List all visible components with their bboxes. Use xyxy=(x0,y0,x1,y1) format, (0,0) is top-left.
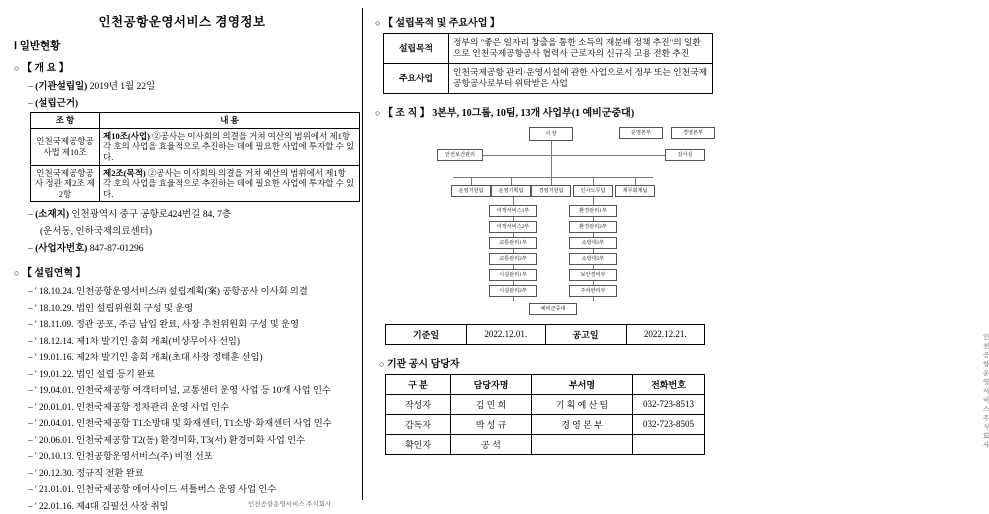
established-value: 2019년 1월 22일 xyxy=(89,82,156,92)
org-node-ceo: 사 장 xyxy=(529,127,573,141)
publish-date-value: 2022.12.21. xyxy=(626,324,705,344)
address-sub: (운서동, 인하국제의료센터) xyxy=(40,227,153,238)
table-row xyxy=(386,434,705,454)
org-node-team: 재무회계팀 xyxy=(615,185,655,197)
article-content-cell xyxy=(100,165,360,202)
org-node-unit: 여객서비스2부 xyxy=(489,221,537,233)
org-line xyxy=(593,177,594,185)
org-node-unit: 주차관리부 xyxy=(569,285,617,297)
org-line xyxy=(453,177,653,178)
list-item: – ' 20.12.30. 정규직 전환 완료 xyxy=(28,468,144,479)
cell-dept xyxy=(532,434,633,454)
table-row xyxy=(384,63,713,93)
org-node-unit: 보안경비부 xyxy=(569,269,617,281)
org-line xyxy=(551,155,552,177)
org-node-unit: 소방대2부 xyxy=(569,253,617,265)
biz-no-value: 847-87-01296 xyxy=(89,244,144,255)
org-node-unit: 시설관리2부 xyxy=(489,285,537,297)
table-row xyxy=(386,414,705,434)
cell-division: 확인자 xyxy=(386,434,451,454)
base-date-label: 기준일 xyxy=(386,324,467,344)
article-strong: 제10조(사업) xyxy=(103,130,151,141)
org-line xyxy=(477,155,667,156)
list-item: – ' 18.11.09. 정관 공포, 주금 납입 완료, 사장 추천위원회 구성 및 운영 xyxy=(28,320,299,331)
cell-name: 공 석 xyxy=(451,434,532,454)
established-label: (기관설립일) xyxy=(35,82,88,92)
org-line xyxy=(635,177,636,185)
org-line xyxy=(511,177,512,185)
list-item: – ' 19.04.01. 인천국제공항 여객터미널, 교통센터 운영 사업 등 10개 사업 인수 xyxy=(28,386,331,397)
basis-label: (설립근거) xyxy=(35,99,79,109)
address-row: – (소재지) 인천광역시 중구 공항로424번길 84, 7층 xyxy=(28,210,232,221)
org-node-management-hq: 경영본부 xyxy=(671,127,715,139)
article-text: ②공사는 이사회의 의결을 거쳐 여산의 범위에서 제1항 각 호의 사업을 효율적으로 추진하는 데에 필요한 사업에 투자할 수 있다. xyxy=(103,130,355,162)
org-node-team: 경영지원팀 xyxy=(531,185,571,197)
org-node-unit: 환경관리1부 xyxy=(569,205,617,217)
article-strong: 제2조(목적) xyxy=(103,167,146,178)
table-row xyxy=(384,34,713,64)
list-item: – ' 20.06.01. 인천국제공항 T2(동) 환경미화, T3(서) 환경미화 사업 인수 xyxy=(28,435,306,446)
table-row xyxy=(386,324,705,344)
table-row xyxy=(386,394,705,414)
article-cell: 인천국제공항공사 정관 제2조 제2항 xyxy=(31,165,100,202)
cell-dept: 경 영 본 부 xyxy=(532,414,633,434)
contact-heading-label: 기관 공시 담당자 xyxy=(386,358,460,370)
col-header-division: 구 분 xyxy=(386,374,451,394)
purpose-label: 설립목적 xyxy=(384,34,449,64)
purpose-heading: ○ 【 설립목적 및 주요사업 】 xyxy=(375,18,500,29)
purpose-heading-label: 【 설립목적 및 주요사업 】 xyxy=(382,18,500,29)
org-line xyxy=(551,141,552,155)
cell-name: 박 성 규 xyxy=(451,414,532,434)
left-column xyxy=(0,0,362,514)
list-item: – ' 18.10.29. 법인 설립위원회 구성 및 운영 xyxy=(28,303,194,314)
list-item: – ' 18.12.14. 제1차 발기인 총회 개최(비상무이사 선임) xyxy=(28,336,241,347)
list-item: – ' 18.10.24. 인천공항운영서비스㈜ 설립계획(案) 공항공사 이사회 의결 xyxy=(28,287,308,298)
cell-division: 감독자 xyxy=(386,414,451,434)
section-number: Ⅰ xyxy=(14,41,18,52)
base-date-value: 2022.12.01. xyxy=(467,324,546,344)
footer-left: 인천공항운영서비스 주식회사 xyxy=(248,501,332,509)
org-node-unit: 여객서비스1부 xyxy=(489,205,537,217)
col-header-phone: 전화번호 xyxy=(633,374,705,394)
outline-heading-label: 【 개 요 】 xyxy=(21,63,69,74)
table-header-row xyxy=(386,374,705,394)
table-row xyxy=(31,165,360,202)
mainbiz-label: 주요사업 xyxy=(384,63,449,93)
org-node-unit: 소방대1부 xyxy=(569,237,617,249)
cell-division: 작성자 xyxy=(386,394,451,414)
cell-phone: 032-723-8505 xyxy=(633,414,705,434)
list-item: – ' 21.01.01. 인천국제공항 에어사이드 셔틀버스 운영 사업 인수 xyxy=(28,485,277,496)
date-table xyxy=(385,324,705,345)
address-value: 인천광역시 중구 공항로424번길 84, 7층 xyxy=(71,210,232,221)
address-label: (소재지) xyxy=(35,210,69,221)
org-node-team: 인사노무팀 xyxy=(573,185,613,197)
col-header-name: 담당자명 xyxy=(451,374,532,394)
list-item: – ' 20.10.13. 인천공항운영서비스(주) 비전 선포 xyxy=(28,452,213,463)
cell-phone xyxy=(633,434,705,454)
table-row xyxy=(31,128,360,165)
org-node-unit: 환경관리2부 xyxy=(569,221,617,233)
org-chart xyxy=(381,125,721,320)
org-line xyxy=(471,177,472,185)
org-heading-label: 【 조 직 】 3본부, 10그룹, 10팀, 13개 사업부(1 예비군중대) xyxy=(382,107,635,119)
org-heading: ○ 【 조 직 】 3본부, 10그룹, 10팀, 13개 사업부(1 예비군중대) xyxy=(375,107,635,119)
org-node-operations-hq: 운영본부 xyxy=(619,127,663,139)
list-item: – ' 22.01.16. 제4대 김필선 사장 취임 xyxy=(28,501,169,512)
history-list xyxy=(28,283,350,512)
page-title: 인천공항운영서비스 경영정보 xyxy=(98,15,266,29)
org-node-safety: 안전보건관리 xyxy=(437,149,483,161)
right-column xyxy=(363,0,989,455)
org-node-audit: 감사실 xyxy=(665,149,705,161)
section-title: 일반현황 xyxy=(19,41,61,52)
list-item: – ' 19.01.22. 법인 설립 등기 완료 xyxy=(28,369,155,380)
biz-no-label: (사업자번호) xyxy=(35,244,88,255)
section-heading-general xyxy=(14,38,350,53)
col-header-article: 조 항 xyxy=(31,113,100,129)
biz-no-row: – (사업자번호) 847-87-01296 xyxy=(28,244,144,255)
publish-date-label: 공고일 xyxy=(545,324,626,344)
outline-heading: ○ 【 개 요 】 xyxy=(14,63,69,74)
basis-row: – (설립근거) xyxy=(28,99,79,109)
article-content-cell xyxy=(100,128,360,165)
org-line xyxy=(551,177,552,185)
legal-basis-table xyxy=(30,112,360,202)
purpose-text: 정부의 "좋은 일자리 창출을 통한 소득의 재분배 정책 추진"의 일환으로 인천국제공항공사 협력사 근로자의 신규직 고용 전환 추진 xyxy=(449,34,713,64)
col-header-content: 내 용 xyxy=(100,113,360,129)
org-node-unit: 교통관리1부 xyxy=(489,237,537,249)
contact-table xyxy=(385,374,705,455)
org-node-unit: 시설관리1부 xyxy=(489,269,537,281)
article-cell: 인천국제공항공사법 제10조 xyxy=(31,128,100,165)
established-date-row: – (기관설립일) 2019년 1월 22일 xyxy=(28,82,156,92)
list-item: – ' 20.01.01. 인천국제공항 정차관리 운영 사업 인수 xyxy=(28,402,230,413)
history-heading: ○ 【 설립연혁 】 xyxy=(14,268,86,280)
cell-dept: 기 획 예 산 팀 xyxy=(532,394,633,414)
mainbiz-text: 인천국제공항 관리·운영시설에 관한 사업으로서 정부 또는 인천국제공항공사로부터 위탁받은 사업 xyxy=(449,63,713,93)
org-node-team: 운영지원팀 xyxy=(451,185,491,197)
list-item: – ' 19.01.16. 제2차 발기인 총회 개최(초대 사장 정태훈 선임) xyxy=(28,353,263,364)
org-node-unit: 예비군중대 xyxy=(529,303,577,315)
list-item: – ' 20.04.01. 인천국제공항 T1소방대 및 화재센터, T1소방·화재센터 사업 인수 xyxy=(28,419,332,430)
contact-heading: ○ 기관 공시 담당자 xyxy=(379,358,460,370)
org-node-unit: 교통관리2부 xyxy=(489,253,537,265)
article-text: ②공사는 이사회의 의결을 거쳐 예산의 범위에서 제1항 각 호의 사업을 효율적으로 추진하는 데에 필요한 사업에 투자할 수 있다. xyxy=(103,167,355,199)
cell-phone: 032-723-8513 xyxy=(633,394,705,414)
history-heading-label: 【 설립연혁 】 xyxy=(21,268,86,280)
footer-right: 인천공항운영서비스 주식회사 xyxy=(983,333,989,449)
purpose-table xyxy=(383,33,713,94)
col-header-dept: 부서명 xyxy=(532,374,633,394)
cell-name: 김 민 희 xyxy=(451,394,532,414)
org-node-team: 운영기획팀 xyxy=(491,185,531,197)
table-header-row xyxy=(31,113,360,129)
